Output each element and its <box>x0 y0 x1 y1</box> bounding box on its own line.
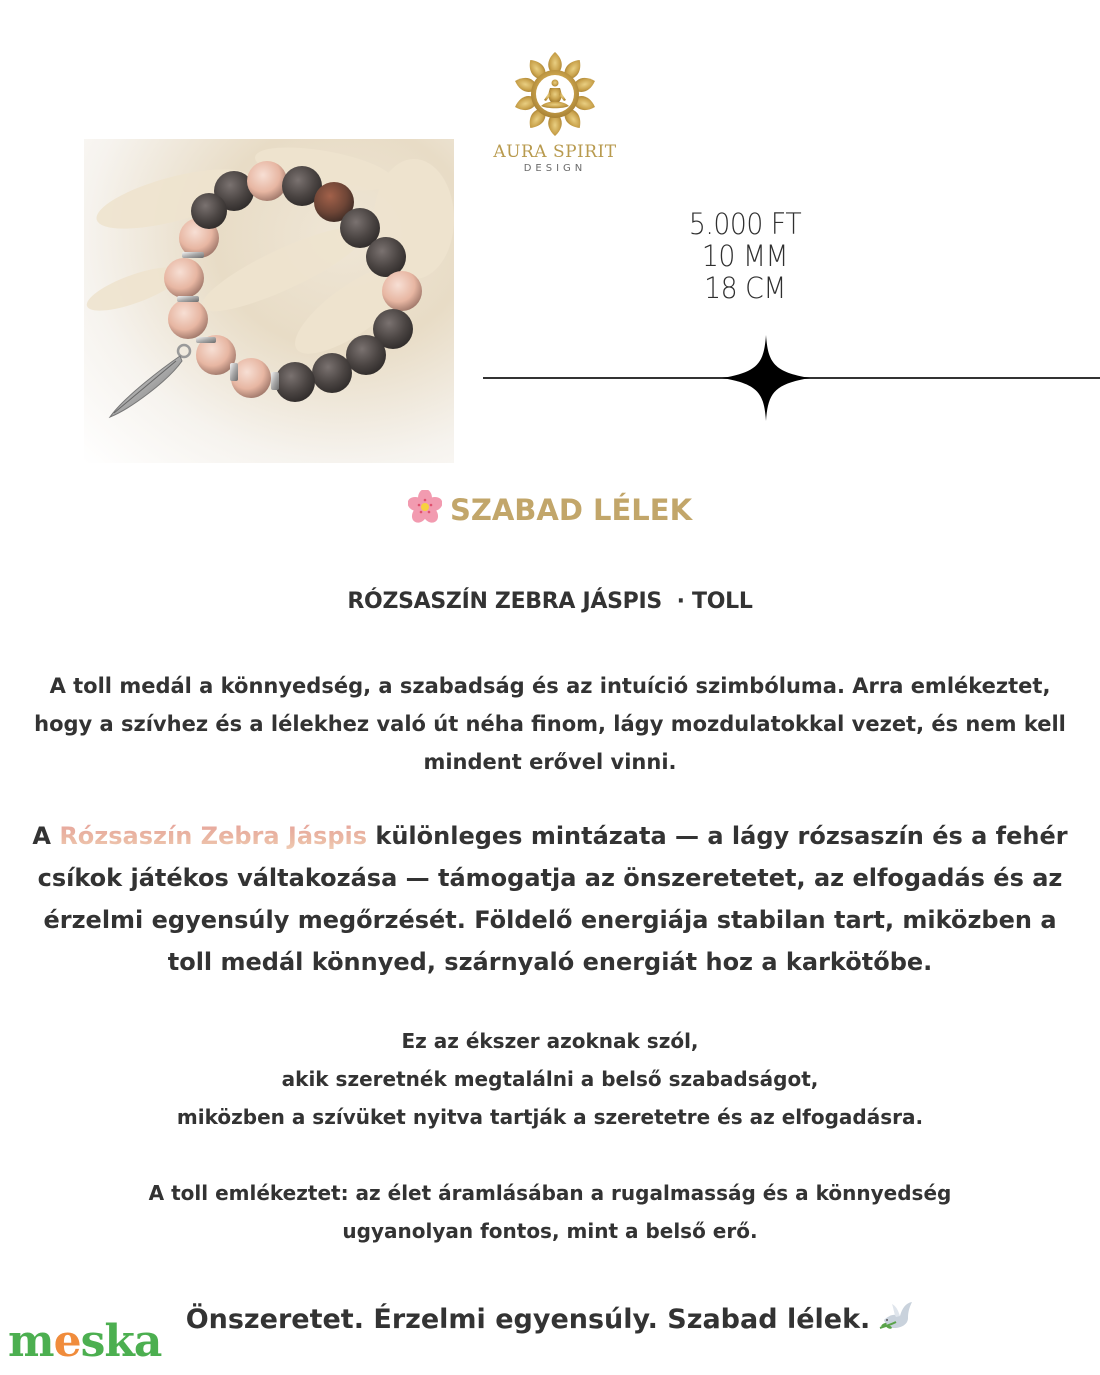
p2-prefix: A <box>32 822 60 850</box>
product-photo <box>84 139 454 463</box>
price: 5.000 FT <box>688 207 802 241</box>
p4-line: A toll emlékeztet: az élet áramlásában a rugalmasság és a könnyedség <box>148 1181 952 1205</box>
p4-line: ugyanolyan fontos, mint a belső erő. <box>342 1219 758 1243</box>
cherry-blossom-icon <box>408 490 442 524</box>
closing-tagline <box>0 1300 1100 1335</box>
brand-name: AURA SPIRIT <box>493 142 617 162</box>
description-paragraph-1: A toll medál a könnyedség, a szabadság és az intuíció szimbóluma. Arra emlékeztet, hogy a szívhez és a lélekhez való út néha finom, lágy mozdulatokkal vezet, és nem kell mindent erővel vinni. <box>34 674 1066 774</box>
title-text: SZABAD LÉLEK <box>449 493 693 527</box>
meska-e: e <box>53 1316 81 1367</box>
p2-rest: különleges mintázata — a lágy rózsaszín és a fehér csíkok játékos váltakozása — támogatja az önszeretetet, az elfogadás és az érzelmi egyensúly megőrzését. Földelő energiája stabilan tart, miközben a toll medál könnyed, szárnyaló energiát hoz a karkötőbe. <box>37 822 1068 976</box>
brand-subtitle: DESIGN <box>523 163 587 174</box>
product-title <box>0 490 1100 527</box>
stone-name-highlight: Rózsaszín Zebra Jáspis <box>59 822 368 850</box>
bracelet-illustration <box>84 139 454 463</box>
length: 18 CM <box>704 271 786 305</box>
p3-line: Ez az ékszer azoknak szól, <box>401 1029 699 1053</box>
product-subtitle: RÓZSASZÍN ZEBRA JÁSPIS · TOLL <box>347 589 753 614</box>
dove-icon <box>878 1300 914 1334</box>
meska-m: m <box>8 1316 54 1367</box>
description-paragraph-2 <box>20 815 1080 983</box>
description-paragraph-4 <box>20 1174 1080 1250</box>
lotus-meditation-icon <box>510 50 600 138</box>
product-specs <box>640 208 850 304</box>
description-paragraph-3 <box>20 1022 1080 1136</box>
meska-rest: ska <box>80 1316 162 1367</box>
meska-watermark <box>8 1316 161 1367</box>
sparkle-icon <box>722 335 810 421</box>
bead-size: 10 MM <box>701 239 789 273</box>
p3-line: akik szeretnék megtalálni a belső szabadságot, <box>281 1067 819 1091</box>
brand-logo <box>490 50 620 174</box>
closing-text: Önszeretet. Érzelmi egyensúly. Szabad lélek. <box>185 1304 871 1335</box>
p3-line: miközben a szívüket nyitva tartják a szeretetre és az elfogadásra. <box>176 1105 924 1129</box>
